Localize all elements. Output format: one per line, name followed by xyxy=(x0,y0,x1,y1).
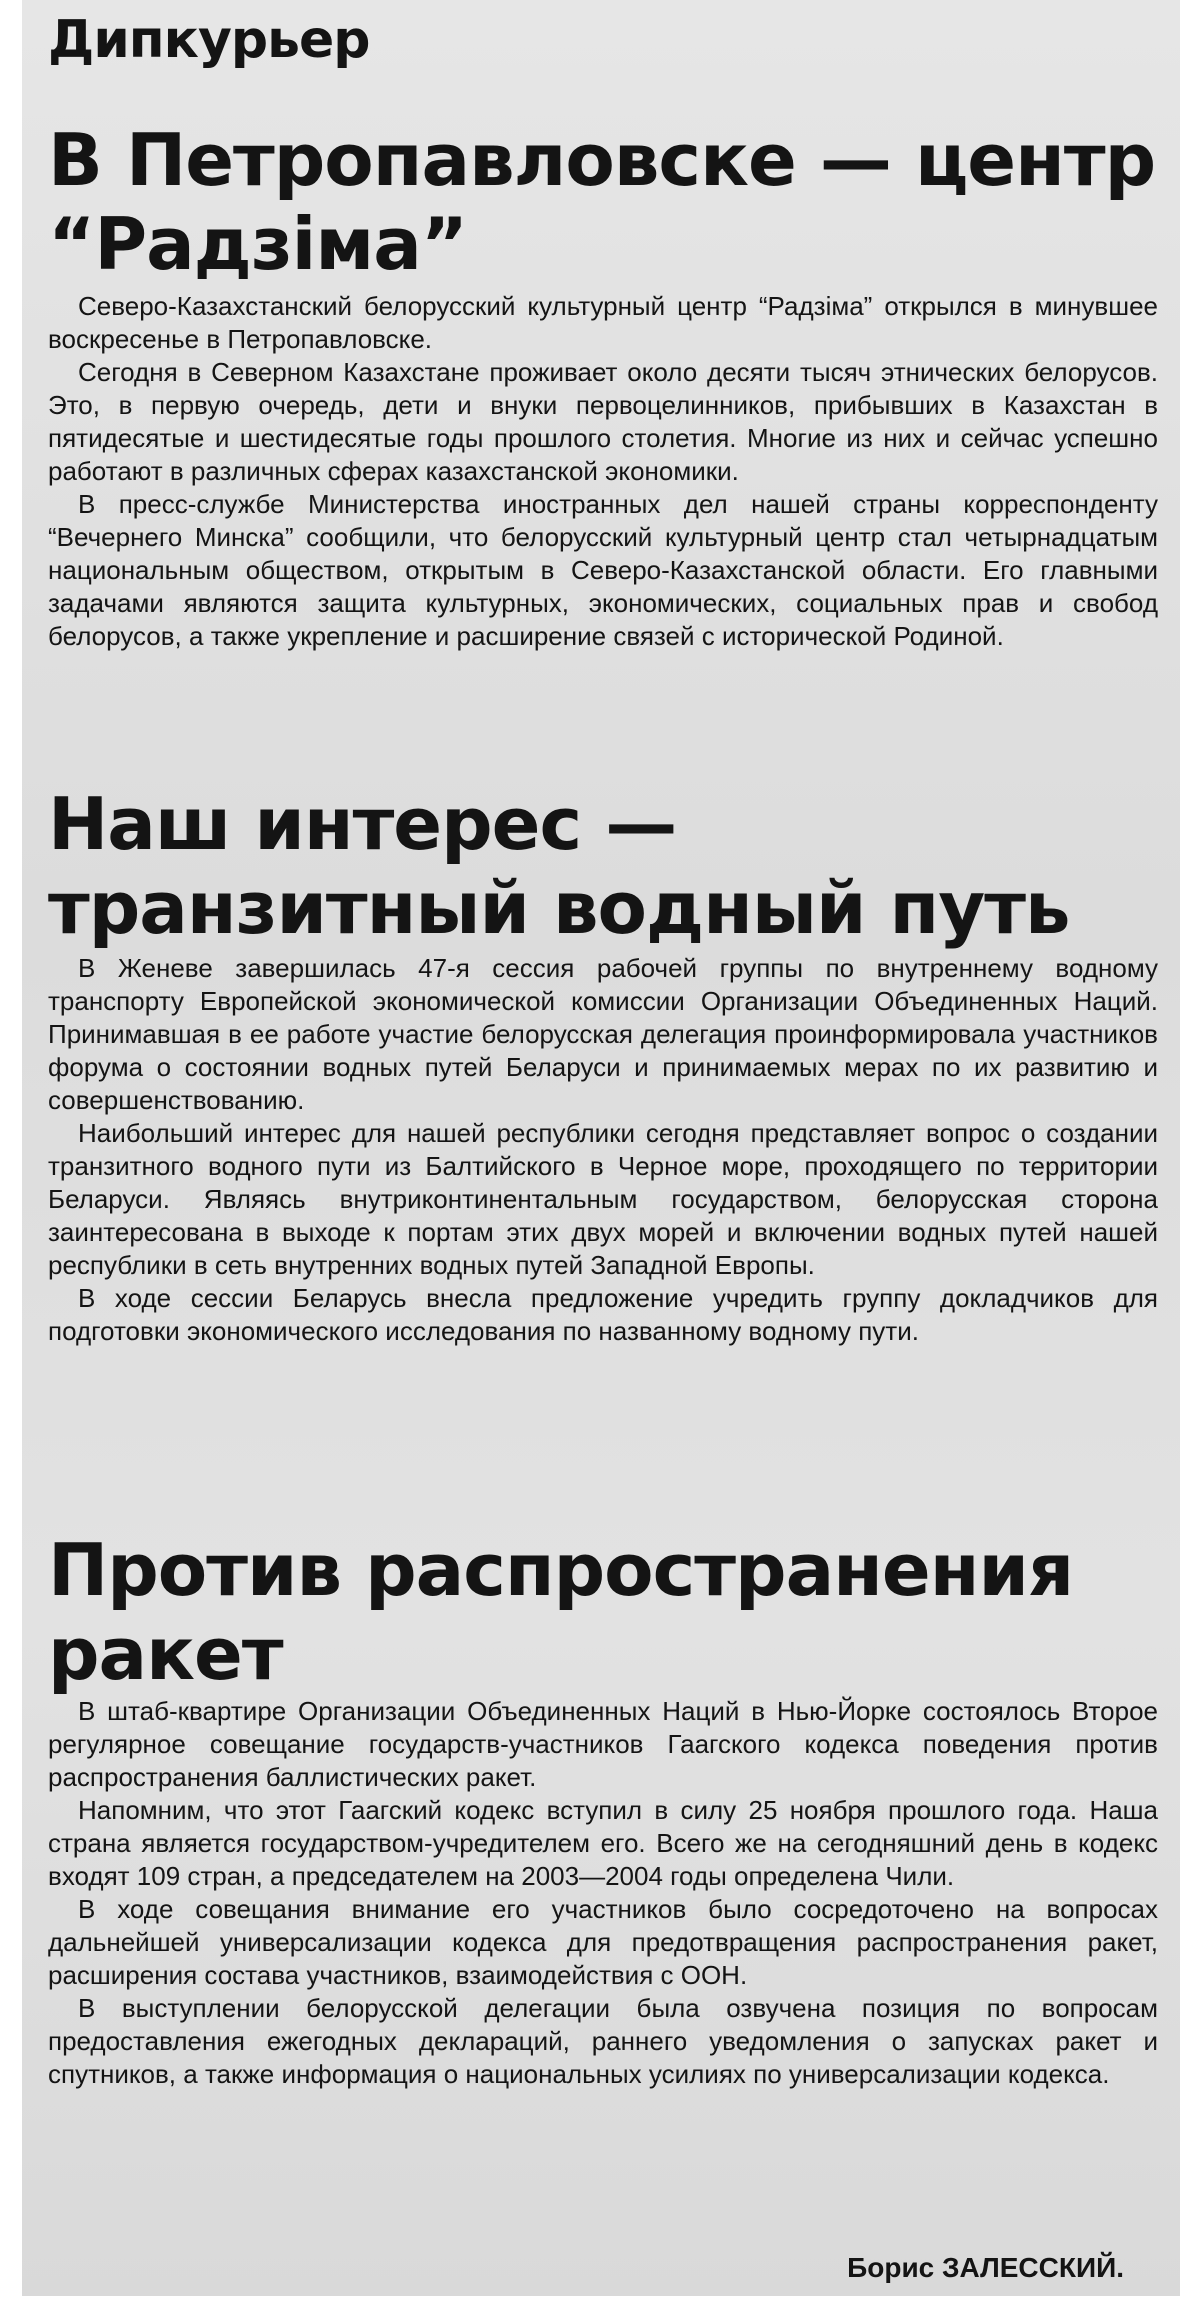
newspaper-clipping xyxy=(22,0,1180,2296)
article-missiles xyxy=(48,1695,1158,2091)
author-signature: Борис ЗАЛЕССКИЙ. xyxy=(847,2252,1124,2283)
article-paragraph: В пресс-службе Министерства иностранных дел нашей страны корреспонденту “Вечернего Минска” сообщили, что белорусский культурный центр стал четырнадцатым национальным обществом, открытым в Северо-Казахстанской области. Его главными задачами являются защита культурных, экономических, социальных прав и свобод белорусов, а также укрепление и расширение связей с исторической Родиной. xyxy=(48,489,1158,651)
headline-waterway: Наш интерес — транзитный водный путь xyxy=(48,782,1070,950)
article-paragraph: В ходе сессии Беларусь внесла предложение учредить группу докладчиков для подготовки экономического исследования по названному водному пути. xyxy=(48,1283,1158,1346)
article-waterway xyxy=(48,952,1158,1348)
headline-missiles: Против распространения ракет xyxy=(48,1528,1074,1696)
rubric-title: Дипкурьер xyxy=(48,10,370,70)
article-paragraph: В ходе совещания внимание его участников было сосредоточено на вопросах дальнейшей универсализации кодекса для предотвращения распространения ракет, расширения состава участников, взаимодействия с ООН. xyxy=(48,1894,1158,1990)
article-paragraph: Наибольший интерес для нашей республики сегодня представляет вопрос о создании транзитного водного пути из Балтийского в Черное море, проходящего по территории Беларуси. Являясь внутриконтинентальным государством, белорусская сторона заинтересована в выходе к портам этих двух морей и включении водных путей нашей республики в сеть внутренних водных путей Западной Европы. xyxy=(48,1118,1158,1280)
article-paragraph: В выступлении белорусской делегации была озвучена позиция по вопросам предоставления ежегодных деклараций, раннего уведомления о запусках ракет и спутников, а также информация о национальных усилиях по универсализации кодекса. xyxy=(48,1993,1158,2089)
article-paragraph: В Женеве завершилась 47-я сессия рабочей группы по внутреннему водному транспорту Европейской экономической комиссии Организации Объединенных Наций. Принимавшая в ее работе участие белорусская делегация проинформировала участников форума о состоянии водных путей Беларуси и принимаемых мерах по их развитию и совершенствованию. xyxy=(48,953,1158,1115)
headline-petropavlovsk: В Петропавловске — центр “Радзіма” xyxy=(48,118,1156,286)
article-paragraph: В штаб-квартире Организации Объединенных Наций в Нью-Йорке состоялось Второе регулярное совещание государств-участников Гаагского кодекса поведения против распространения баллистических ракет. xyxy=(48,1696,1158,1792)
article-paragraph: Напомним, что этот Гаагский кодекс вступил в силу 25 ноября прошлого года. Наша страна является государством-учредителем его. Всего же на сегодняшний день в кодекс входят 109 стран, а председателем на 2003—2004 годы определена Чили. xyxy=(48,1795,1158,1891)
article-paragraph: Сегодня в Северном Казахстане проживает около десяти тысяч этнических белорусов. Это, в первую очередь, дети и внуки первоцелинников, прибывших в Казахстан в пятидесятые и шестидесятые годы прошлого столетия. Многие из них и сейчас успешно работают в различных сферах казахстанской экономики. xyxy=(48,357,1158,486)
article-petropavlovsk xyxy=(48,290,1158,653)
article-paragraph: Северо-Казахстанский белорусский культурный центр “Радзіма” открылся в минувшее воскресенье в Петропавловске. xyxy=(48,291,1158,354)
